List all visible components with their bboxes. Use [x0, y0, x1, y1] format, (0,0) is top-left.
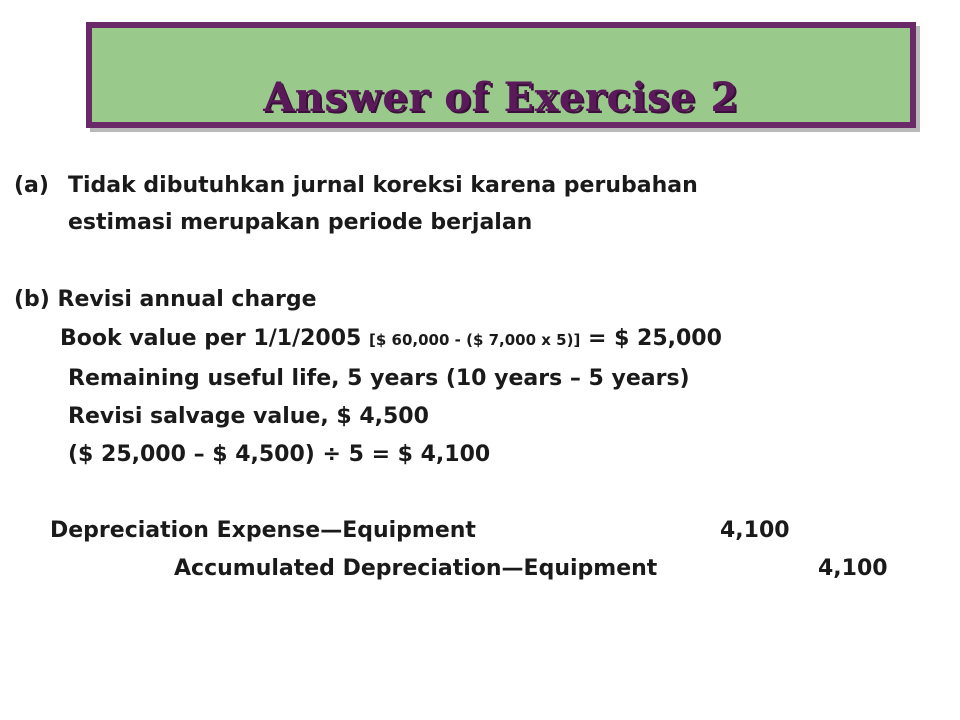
credit-amount: 4,100	[818, 556, 888, 581]
book-value-line	[60, 326, 722, 351]
part-a-line-2: estimasi merupakan periode berjalan	[68, 210, 533, 235]
book-value-result: = $ 25,000	[580, 326, 722, 351]
title-banner	[86, 22, 916, 128]
part-a-label: (a)	[14, 173, 49, 198]
credit-account: Accumulated Depreciation—Equipment	[174, 556, 658, 581]
book-value-calc: [$ 60,000 - ($ 7,000 x 5)]	[369, 331, 581, 349]
part-b-heading: (b) Revisi annual charge	[14, 287, 317, 312]
remaining-life-line: Remaining useful life, 5 years (10 years – 5 years)	[68, 366, 690, 391]
book-value-label: Book value per 1/1/2005	[60, 326, 370, 351]
debit-amount: 4,100	[720, 518, 790, 543]
part-a-line-1: Tidak dibutuhkan jurnal koreksi karena perubahan	[68, 173, 698, 198]
salvage-line: Revisi salvage value, $ 4,500	[68, 404, 429, 429]
calc-line: ($ 25,000 – $ 4,500) ÷ 5 = $ 4,100	[68, 442, 491, 467]
slide-title: Answer of Exercise 2	[263, 74, 739, 121]
debit-account: Depreciation Expense—Equipment	[50, 518, 476, 543]
